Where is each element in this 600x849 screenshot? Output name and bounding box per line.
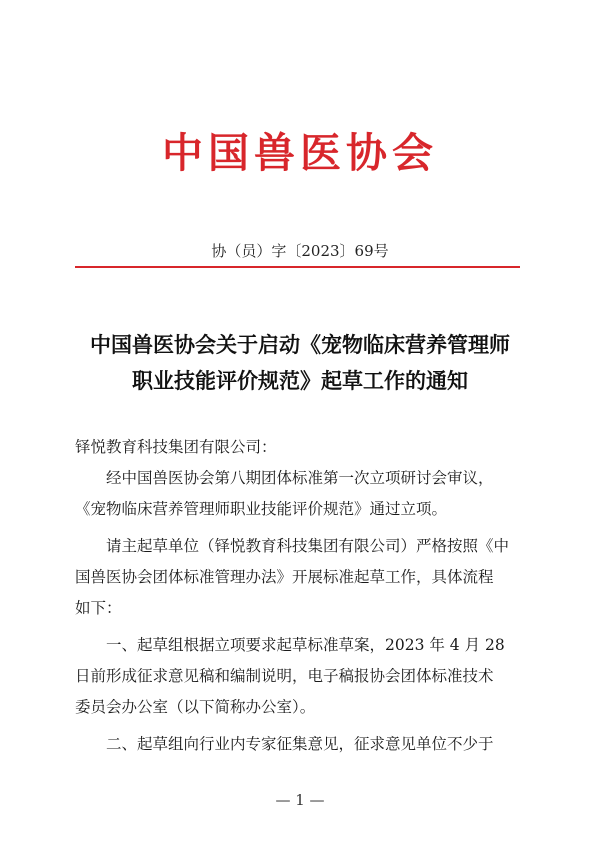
paragraph-2-line-3: 如下：	[75, 599, 122, 617]
paragraph-4	[75, 729, 525, 760]
paragraph-4-line-1: 二、起草组向行业内专家征集意见，征求意见单位不少于	[106, 735, 494, 753]
paragraph-2-line-1: 请主起草单位（铎悦教育科技集团有限公司）严格按照《中	[106, 537, 510, 555]
organization-header: 中国兽医协会	[162, 129, 438, 177]
page-number: — 1 —	[275, 791, 325, 809]
paragraph-1-line-1: 经中国兽医协会第八期团体标准第一次立项研讨会审议，	[106, 469, 494, 487]
paragraph-3-line-2: 日前形成征求意见稿和编制说明，电子稿报协会团体标准技术	[75, 667, 494, 685]
paragraph-2-line-2: 国兽医协会团体标准管理办法》开展标准起草工作，具体流程	[75, 568, 494, 586]
paragraph-1-line-2: 《宠物临床营养管理师职业技能评价规范》通过立项。	[75, 500, 448, 518]
red-separator-line	[75, 266, 520, 268]
title-line-2: 职业技能评价规范》起草工作的通知	[132, 368, 468, 393]
title-line-1: 中国兽医协会关于启动《宠物临床营养管理师	[90, 332, 510, 357]
document-title	[60, 327, 540, 399]
paragraph-3-line-1: 一、起草组根据立项要求起草标准草案，2023 年 4 月 28	[106, 636, 505, 654]
paragraph-3-line-3: 委员会办公室（以下简称办公室）。	[75, 698, 316, 716]
document-body	[75, 432, 525, 760]
paragraph-3	[75, 630, 525, 723]
document-number: 协（员）字〔2023〕69号	[211, 242, 389, 260]
paragraph-2	[75, 531, 525, 624]
paragraph-1	[75, 463, 525, 525]
addressee: 铎悦教育科技集团有限公司：	[75, 438, 277, 456]
